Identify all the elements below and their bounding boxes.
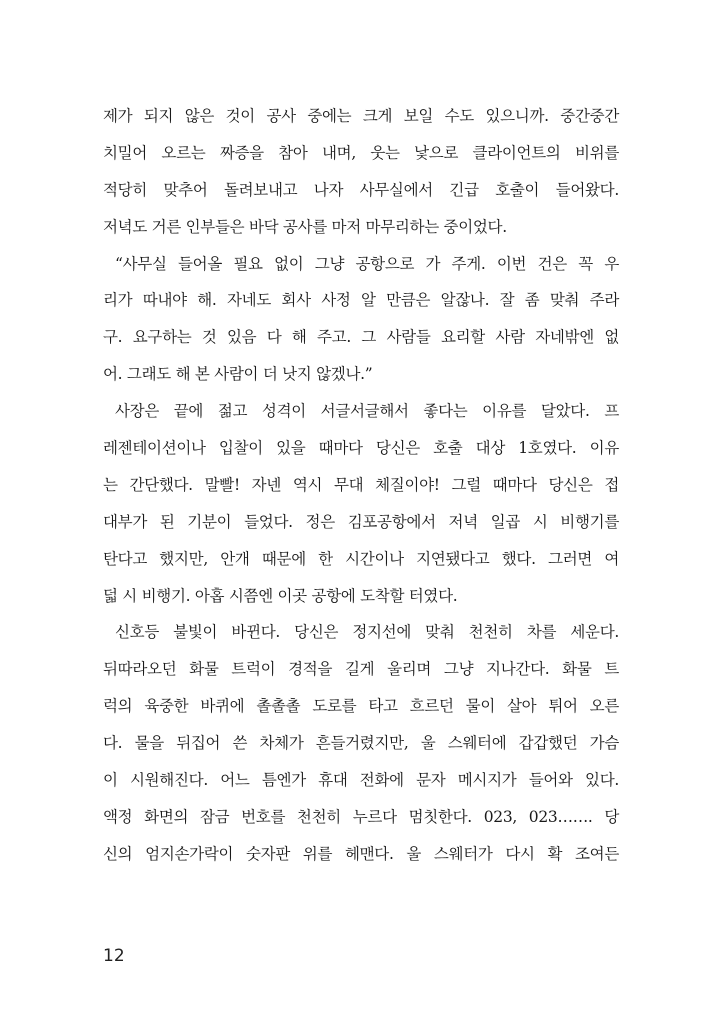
text-line: 이 시원해진다. 어느 틈엔가 휴대 전화에 문자 메시지가 들어와 있다. — [103, 771, 619, 790]
text-line: 액정 화면의 잠금 번호를 천천히 누르다 멈칫한다. 023, 023……. 당 — [103, 807, 619, 826]
text-line: 제가 되지 않은 것이 공사 중에는 크게 보일 수도 있으니까. 중간중간 — [103, 107, 619, 125]
text-line: “사무실 들어올 필요 없이 그냥 공항으로 가 주게. 이번 건은 꼭 우 — [115, 254, 619, 273]
text-line: 럭의 육중한 바퀴에 촐촐촐 도로를 타고 흐르던 물이 살아 튀어 오른 — [103, 697, 619, 716]
text-line: 리가 따내야 해. 자네도 회사 사정 알 만큼은 알잖나. 잘 좀 맞춰 주라 — [103, 291, 619, 310]
page-number: 12 — [103, 946, 125, 966]
text-line: 사장은 끝에 젊고 성격이 서글서글해서 좋다는 이유를 달았다. 프 — [115, 402, 619, 421]
text-line: 레젠테이션이나 입찰이 있을 때마다 당신은 호출 대상 1호였다. 이유 — [103, 439, 619, 458]
text-line: 신호등 불빛이 바뀐다. 당신은 정지선에 맞춰 천천히 차를 세운다. — [115, 623, 619, 642]
text-line: 탄다고 했지만, 안개 때문에 한 시간이나 지연됐다고 했다. 그러면 여 — [103, 549, 619, 568]
text-line: 는 간단했다. 말빨! 자넨 역시 무대 체질이야! 그럴 때마다 당신은 접 — [103, 475, 619, 494]
text-line: 구. 요구하는 것 있음 다 해 주고. 그 사람들 요리할 사람 자네밖엔 없 — [103, 328, 619, 347]
text-line: 덟 시 비행기. 아홉 시쯤엔 이곳 공항에 도착할 터였다. — [103, 586, 458, 605]
text-line: 적당히 맞추어 돌려보내고 나자 사무실에서 긴급 호출이 들어왔다. — [103, 180, 619, 199]
text-line: 저녁도 거른 인부들은 바닥 공사를 마저 마무리하는 중이었다. — [103, 217, 507, 236]
text-line: 어. 그래도 해 본 사람이 더 낫지 않겠나.” — [103, 365, 373, 384]
text-line: 신의 엄지손가락이 숫자판 위를 헤맨다. 울 스웨터가 다시 확 조여든 — [103, 844, 619, 863]
text-line: 다. 물을 뒤집어 쓴 차체가 흔들거렸지만, 울 스웨터에 갑갑했던 가슴 — [103, 734, 619, 753]
body-text — [103, 98, 619, 873]
text-line: 치밀어 오르는 짜증을 참아 내며, 웃는 낯으로 클라이언트의 비위를 — [103, 143, 619, 162]
text-line: 대부가 된 기분이 들었다. 정은 김포공항에서 저녁 일곱 시 비행기를 — [103, 512, 619, 531]
text-line: 뒤따라오던 화물 트럭이 경적을 길게 울리며 그냥 지나간다. 화물 트 — [103, 660, 619, 679]
